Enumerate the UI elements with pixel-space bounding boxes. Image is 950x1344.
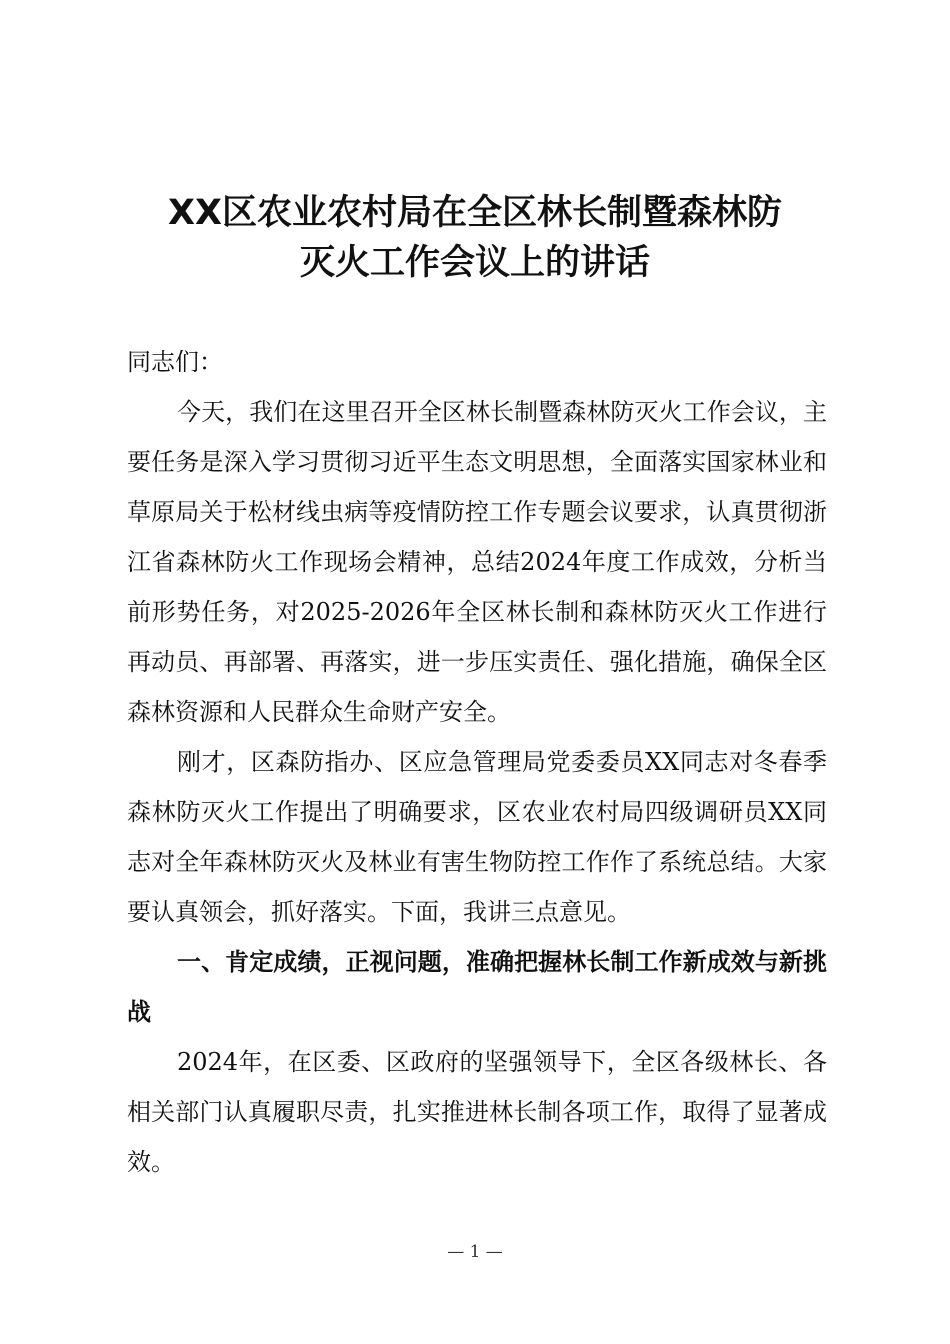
paragraph-review: 刚才，区森防指办、区应急管理局党委委员XX同志对冬春季森林防灭火工作提出了明确要求，区农业农村局四级调研员XX同志对全年森林防灭火及林业有害生物防控工作作了系统总结。大家要认真领会，抓好落实。下面，我讲三点意见。 bbox=[127, 748, 827, 926]
title-line-2: 灭火工作会议上的讲话 bbox=[299, 243, 650, 283]
section-heading: 一、肯定成绩，正视问题，准确把握林长制工作新成效与新挑战 bbox=[127, 948, 827, 1026]
section-paragraph: 2024年，在区委、区政府的坚强领导下，全区各级林长、各相关部门认真履职尽责，扎实推进林长制各项工作，取得了显著成效。 bbox=[127, 1048, 827, 1176]
document-body bbox=[127, 337, 827, 1187]
title-line-1: XX区农业农村局在全区林长制暨森林防 bbox=[168, 193, 782, 233]
paragraph-intro: 今天，我们在这里召开全区林长制暨森林防灭火工作会议，主要任务是深入学习贯彻习近平生态文明思想，全面落实国家林业和草原局关于松材线虫病等疫情防控工作专题会议要求，认真贯彻浙江省森林防火工作现场会精神，总结2024年度工作成效，分析当前形势任务，对2025-2026年全区林长制和森林防灭火工作进行再动员、再部署、再落实，进一步压实责任、强化措施，确保全区森林资源和人民群众生命财产安全。 bbox=[127, 398, 827, 726]
document-title bbox=[100, 188, 850, 288]
page-number: — 1 — bbox=[447, 1242, 503, 1262]
salutation: 同志们： bbox=[127, 348, 223, 376]
